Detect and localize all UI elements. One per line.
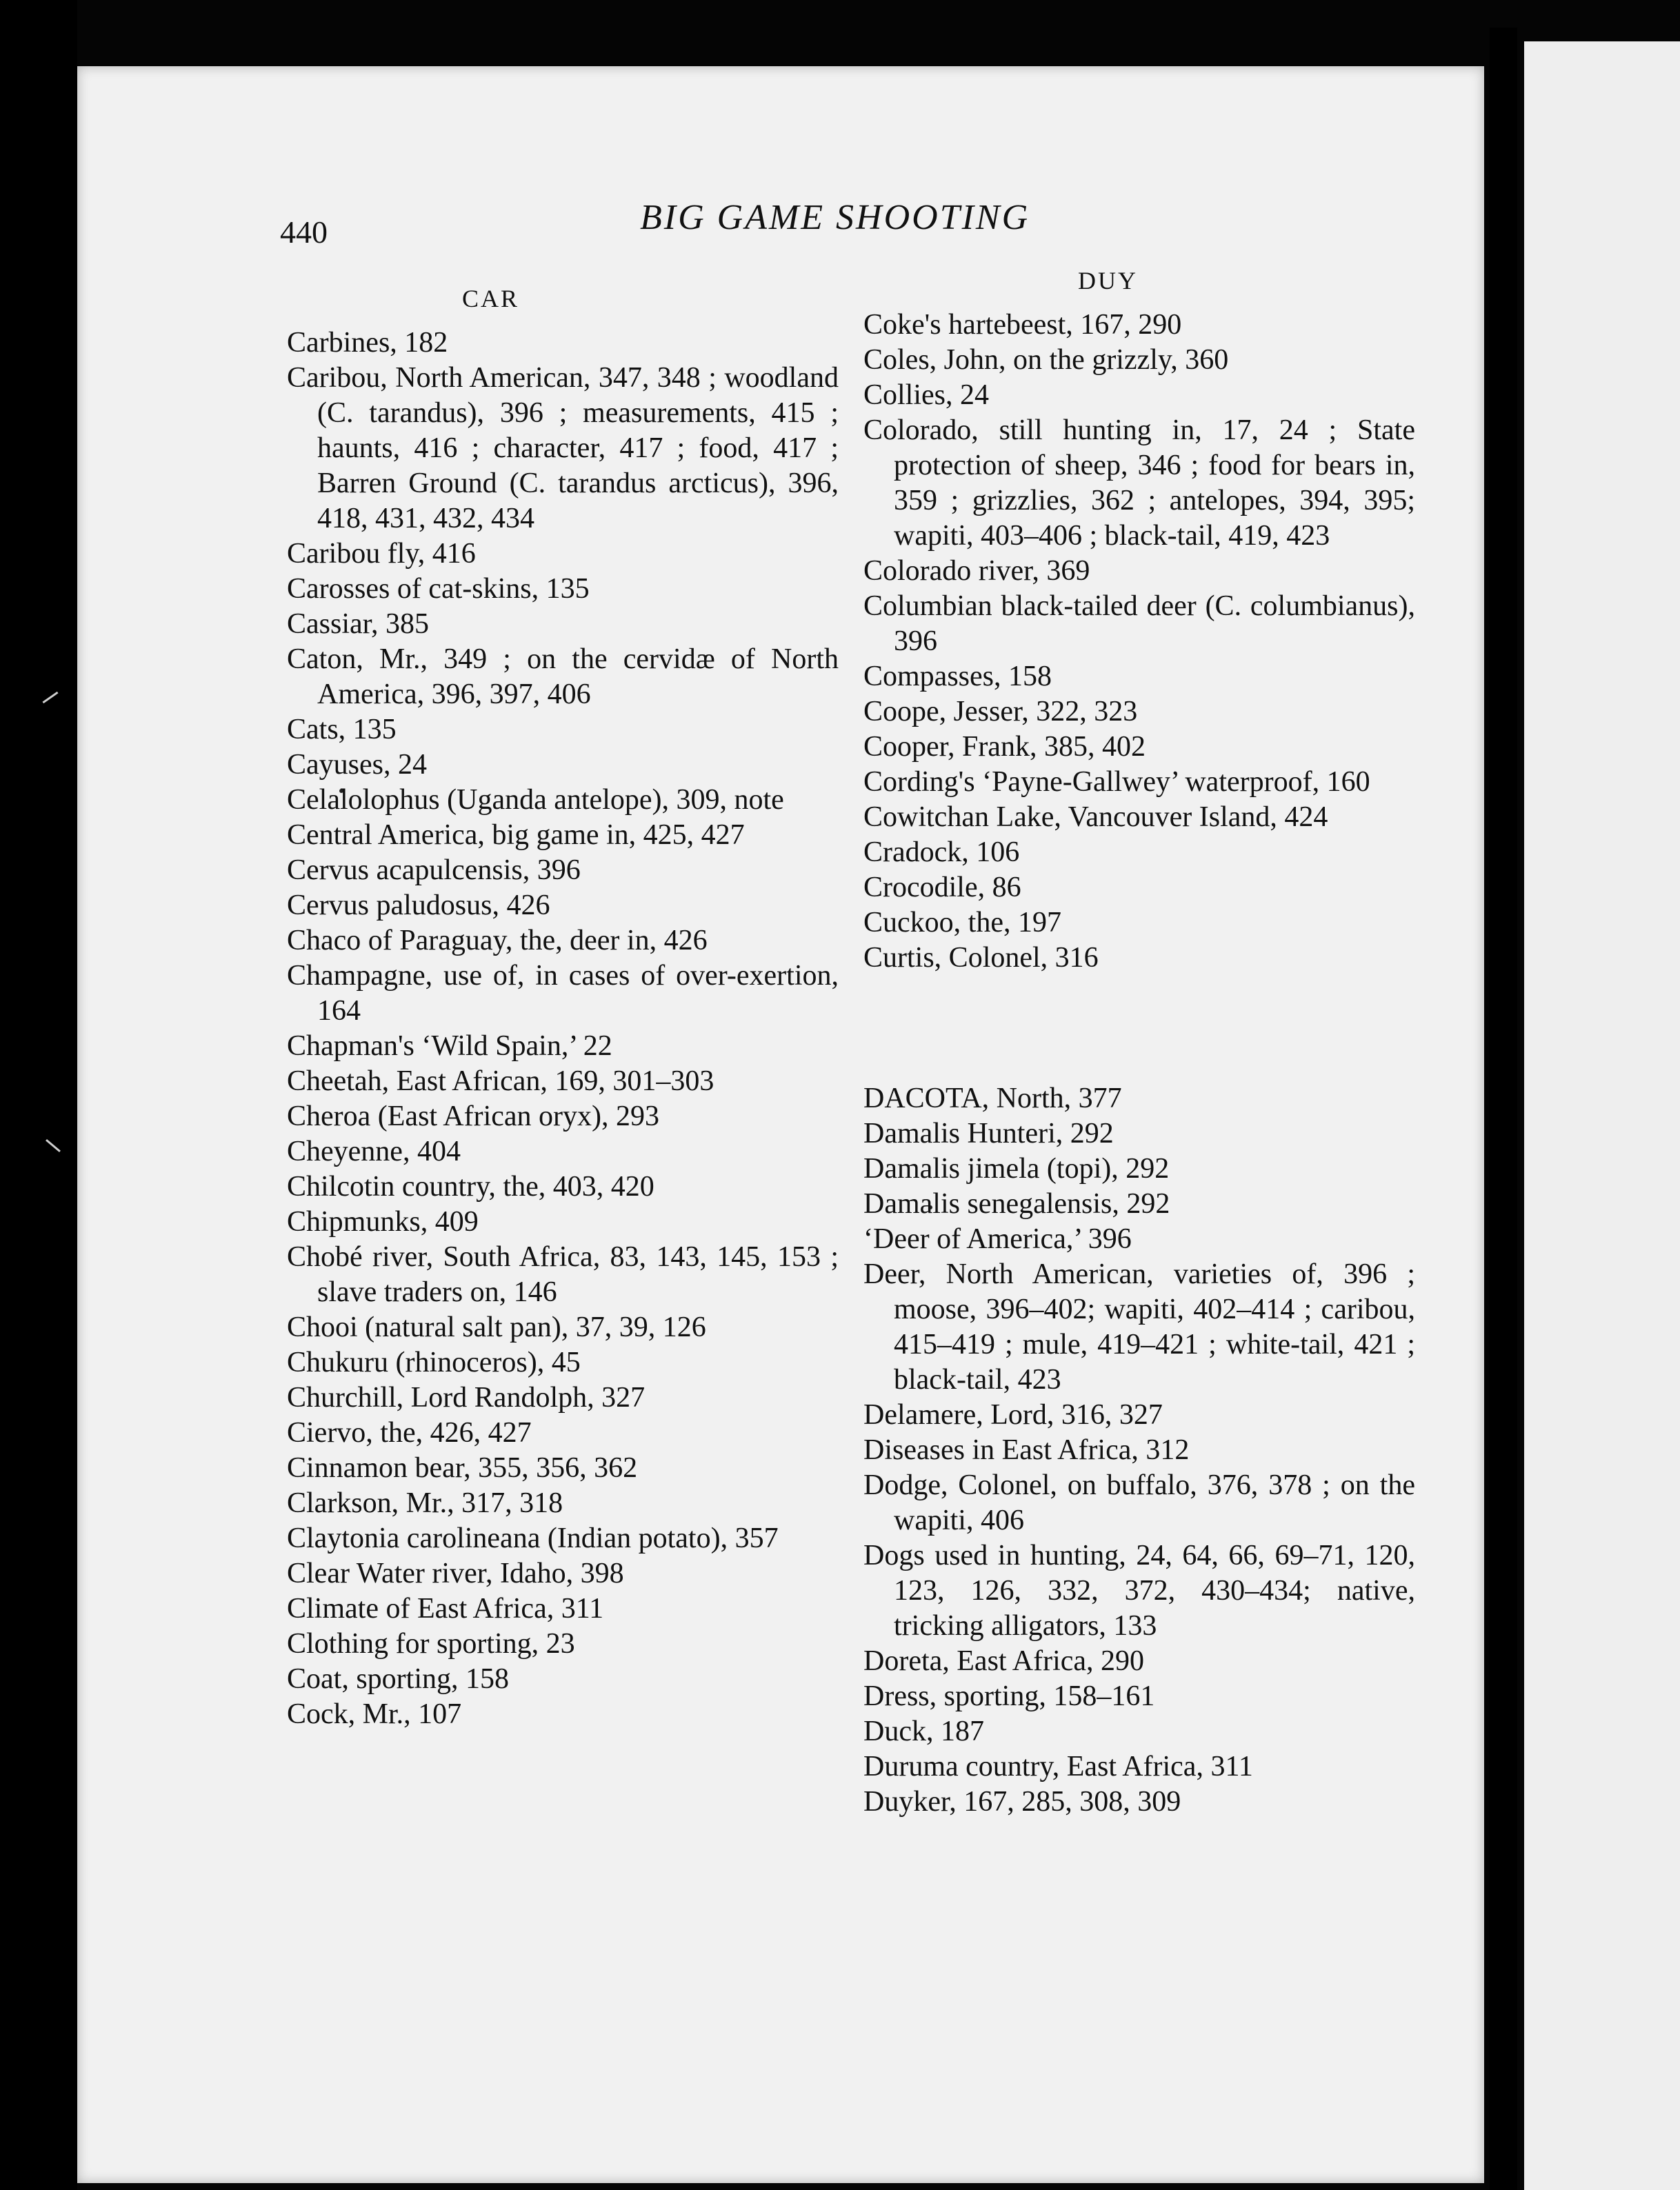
index-entry: Cuckoo, the, 197 [863, 907, 1061, 938]
index-entry: Ciervo, the, 426, 427 [287, 1417, 532, 1449]
index-entry: Chaco of Paraguay, the, deer in, 426 [287, 925, 708, 956]
right-column-heading: DUY [1078, 267, 1138, 294]
index-entry: Damalis senegalensis, 292 [863, 1188, 1170, 1220]
index-entry: Curtis, Colonel, 316 [863, 942, 1099, 974]
index-entry: Cowitchan Lake, Vancouver Island, 424 [863, 801, 1328, 833]
page-number: 440 [280, 214, 328, 250]
index-entry: Chukuru (rhinoceros), 45 [287, 1347, 581, 1378]
running-head: BIG GAME SHOOTING [640, 198, 1030, 237]
index-entry: Collies, 24 [863, 379, 990, 411]
index-entry: Caribou fly, 416 [287, 538, 476, 570]
index-entry: Coke's hartebeest, 167, 290 [863, 309, 1182, 341]
index-entry: Doreta, East Africa, 290 [863, 1645, 1145, 1677]
index-entry: Damalis jimela (topi), 292 [863, 1153, 1170, 1185]
index-entry: Clear Water river, Idaho, 398 [287, 1558, 624, 1589]
index-entry: Cinnamon bear, 355, 356, 362 [287, 1452, 638, 1484]
index-entry: Clothing for sporting, 23 [287, 1628, 575, 1660]
index-entry: Carosses of cat-skins, 135 [287, 573, 590, 605]
index-entry: Climate of East Africa, 311 [287, 1593, 604, 1625]
index-entry: Chobé river, South Africa, 83, 143, 145, 153 ; slave traders on, 146 [287, 1241, 839, 1308]
index-entry: Dress, sporting, 158–161 [863, 1680, 1155, 1712]
index-entry: Clarkson, Mr., 317, 318 [287, 1487, 563, 1519]
index-entry: Cradock, 106 [863, 836, 1020, 868]
index-entry: Diseases in East Africa, 312 [863, 1434, 1190, 1466]
index-entry: Cats, 135 [287, 714, 397, 745]
index-entry: Dogs used in hunting, 24, 64, 66, 69–71, 120, 123, 126, 332, 372, 430–434; native, tricking alligators, 133 [863, 1540, 1415, 1642]
index-entry: Central America, big game in, 425, 427 [287, 819, 745, 851]
right-index-column [863, 308, 1415, 1820]
index-entry: Chapman's ‘Wild Spain,’ 22 [287, 1030, 612, 1062]
index-entry: Coope, Jesser, 322, 323 [863, 696, 1138, 727]
index-entry: Chilcotin country, the, 403, 420 [287, 1171, 654, 1203]
index-entry: Cheetah, East African, 169, 301–303 [287, 1065, 714, 1097]
index-entry: Duyker, 167, 285, 308, 309 [863, 1786, 1181, 1818]
index-entry: Columbian black-tailed deer (C. columbianus), 396 [863, 590, 1415, 657]
index-entry: Coat, sporting, 158 [287, 1663, 509, 1695]
index-entry: Carbines, 182 [287, 327, 448, 359]
index-entry: Deer, North American, varieties of, 396 ; moose, 396–402; wapiti, 402–414 ; caribou, 415–419 ; mule, 419–421 ; white-tail, 421 ; black-tail, 423 [863, 1258, 1415, 1396]
index-entry: DACOTA, North, 377 [863, 1083, 1122, 1114]
facing-page-edge [1524, 41, 1680, 2190]
index-entry: Damalis Hunteri, 292 [863, 1118, 1114, 1149]
index-entry: Cheroa (East African oryx), 293 [287, 1101, 659, 1132]
index-entry: Colorado river, 369 [863, 555, 1090, 587]
letter-section-gap [863, 976, 1415, 1081]
index-entry: Churchill, Lord Randolph, 327 [287, 1382, 646, 1414]
edge-scratches [41, 690, 62, 1172]
index-entry: Cassiar, 385 [287, 608, 429, 640]
scratch-mark [46, 1139, 61, 1152]
index-entry: Cock, Mr., 107 [287, 1698, 462, 1730]
index-entry: Coles, John, on the grizzly, 360 [863, 344, 1229, 376]
index-entry: Chipmunks, 409 [287, 1206, 479, 1238]
index-entry: Duck, 187 [863, 1716, 984, 1747]
index-entry: Claytonia carolineana (Indian potato), 357 [287, 1523, 779, 1554]
index-entry: Cervus paludosus, 426 [287, 890, 550, 921]
left-index-column [287, 325, 839, 1732]
index-entry: Duruma country, East Africa, 311 [863, 1751, 1253, 1782]
index-entry: Cooper, Frank, 385, 402 [863, 731, 1146, 763]
index-entry: Champagne, use of, in cases of over-exertion, 164 [287, 960, 839, 1027]
index-entry: Chooi (natural salt pan), 37, 39, 126 [287, 1312, 706, 1343]
index-entry: Compasses, 158 [863, 661, 1052, 692]
index-entry: Caribou, North American, 347, 348 ; woodland (C. tarandus), 396 ; measurements, 415 ; haunts, 416 ; character, 417 ; food, 417 ; Barren Ground (C. tarandus arcticus), 396, 418, 431, 432, 434 [287, 362, 839, 534]
index-entry: Crocodile, 86 [863, 872, 1021, 903]
scratch-mark [42, 692, 58, 703]
index-entry: Cayuses, 24 [287, 749, 427, 781]
index-entry: ‘Deer of America,’ 396 [863, 1223, 1132, 1255]
index-entry: Colorado, still hunting in, 17, 24 ; State protection of sheep, 346 ; food for bears in, 359 ; grizzlies, 362 ; antelopes, 394, 395; wapiti, 403–406 ; black-tail, 419, 423 [863, 414, 1415, 552]
left-column-heading: CAR [462, 285, 520, 312]
book-spine [1490, 28, 1517, 2190]
index-entry: Cording's ‘Payne-Gallwey’ waterproof, 160 [863, 766, 1370, 798]
index-entry: Cervus acapulcensis, 396 [287, 854, 581, 886]
index-entry: Delamere, Lord, 316, 327 [863, 1399, 1163, 1431]
index-entry: Dodge, Colonel, on buffalo, 376, 378 ; on the wapiti, 406 [863, 1469, 1415, 1536]
index-entry: Cheyenne, 404 [287, 1136, 461, 1167]
index-entry: Celalolophus (Uganda antelope), 309, note [287, 784, 784, 816]
index-entry: Caton, Mr., 349 ; on the cervidæ of North America, 396, 397, 406 [287, 643, 839, 710]
left-dark-margin [0, 0, 77, 2190]
